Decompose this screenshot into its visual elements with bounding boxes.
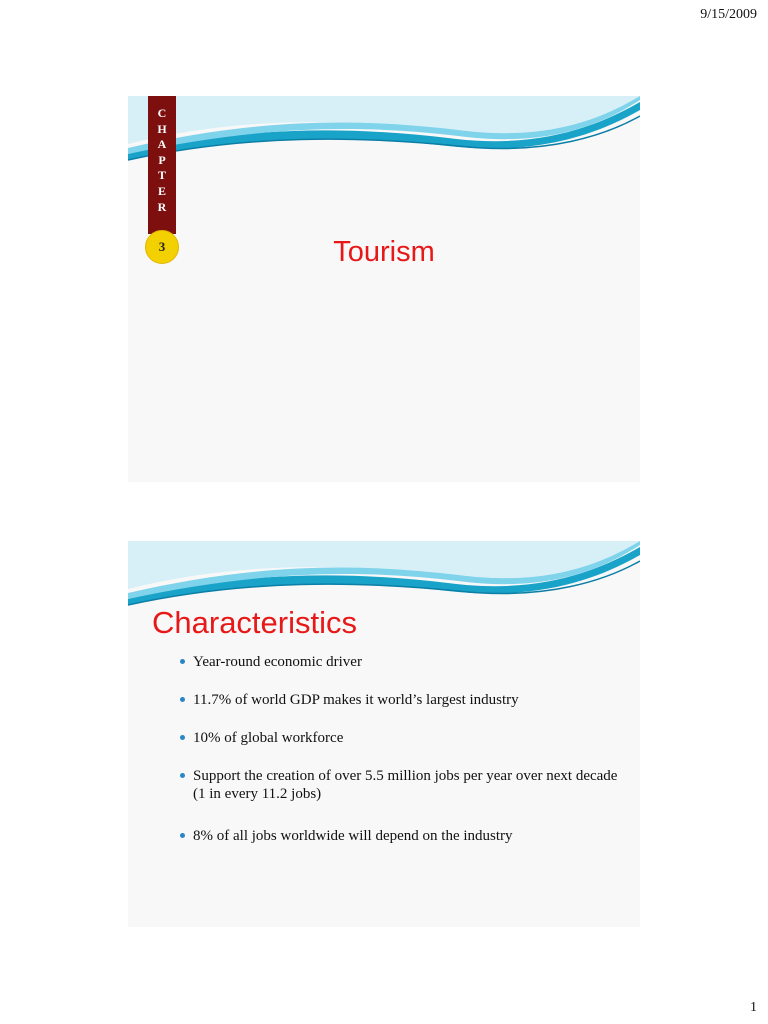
chapter-letter: C [157, 106, 167, 120]
header-date: 9/15/2009 [700, 7, 757, 22]
list-item-text: 10% of global workforce [193, 730, 344, 746]
list-item-text: Support the creation of over 5.5 million jobs per year over next decade (1 in every 11.2 jobs) [193, 768, 618, 802]
list-item [180, 767, 620, 803]
wave-banner-decoration [128, 541, 640, 611]
chapter-bar [148, 96, 176, 234]
list-item [180, 653, 620, 671]
list-item [180, 691, 620, 709]
chapter-letter: H [157, 121, 167, 136]
bullet-icon [180, 833, 185, 838]
slide-heading: Characteristics [152, 605, 357, 640]
chapter-label [148, 96, 176, 215]
wave-banner-decoration [128, 96, 640, 166]
chapter-number-badge: 3 [145, 230, 179, 264]
list-item-text: 11.7% of world GDP makes it world’s largest industry [193, 692, 519, 708]
list-item-text: Year-round economic driver [193, 654, 362, 670]
chapter-letter: R [157, 199, 167, 214]
bullet-icon [180, 659, 185, 664]
bullet-icon [180, 697, 185, 702]
chapter-letter: P [158, 152, 166, 167]
chapter-letter: T [157, 168, 166, 183]
slide-title [128, 96, 640, 482]
bullet-icon [180, 735, 185, 740]
bullet-list [180, 653, 620, 845]
chapter-letter: A [157, 137, 167, 152]
bullet-icon [180, 773, 185, 778]
slide-title-text: Tourism [333, 236, 435, 268]
list-item [180, 729, 620, 747]
list-item-text: 8% of all jobs worldwide will depend on the industry [193, 828, 513, 844]
list-item [180, 827, 620, 845]
chapter-letter: E [157, 183, 166, 198]
page-number: 1 [750, 1000, 757, 1015]
slide-characteristics [128, 541, 640, 927]
